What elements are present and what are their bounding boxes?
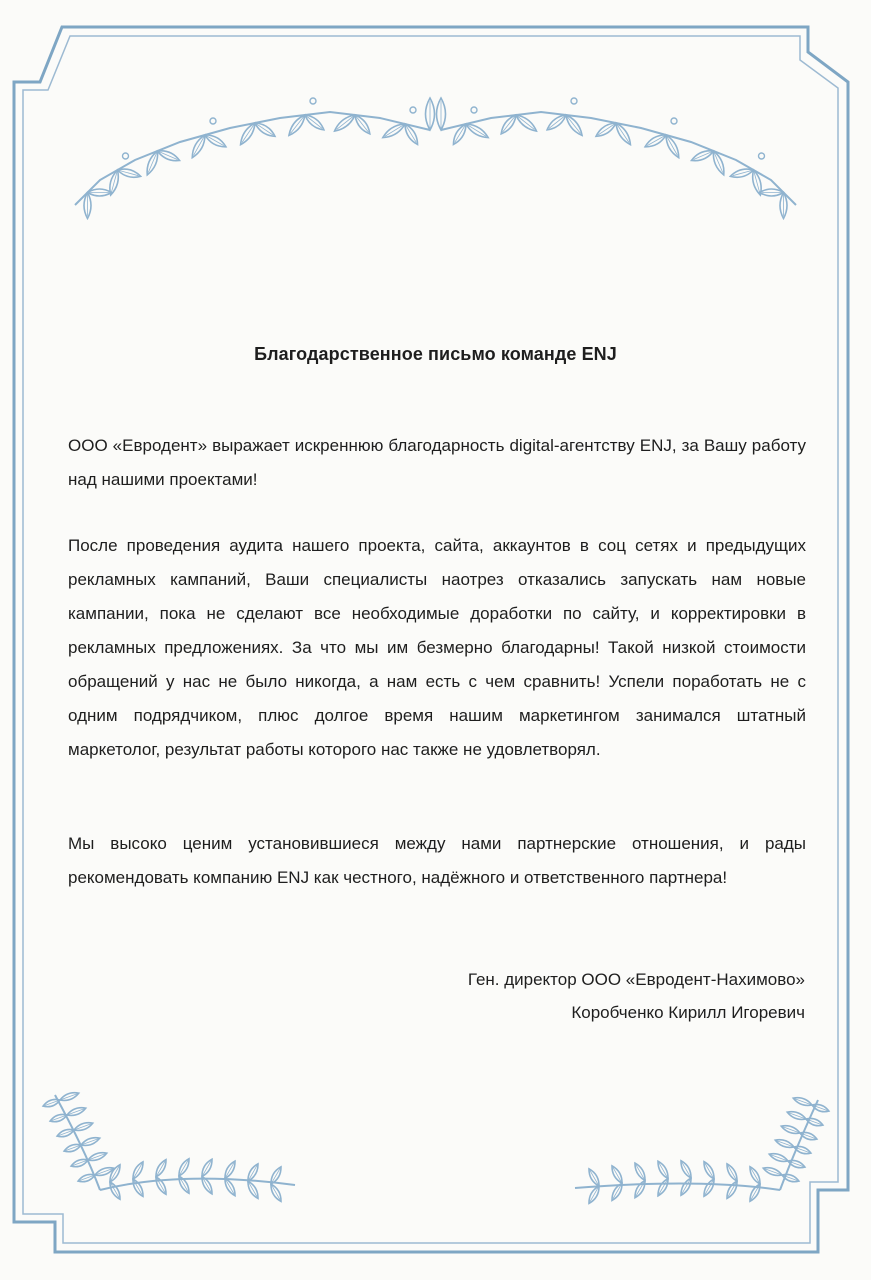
leaf-shape: [780, 193, 787, 219]
berry-shape: [471, 107, 477, 113]
leaf-shape: [153, 1175, 168, 1195]
leaf-shape: [77, 1172, 96, 1184]
signature-position: Ген. директор ООО «Евродент-Нахимово»: [467, 970, 805, 989]
leaf-shape: [332, 112, 357, 134]
leaf-shape: [632, 1179, 647, 1199]
berry-shape: [310, 98, 316, 104]
leaf-shape: [42, 1097, 61, 1109]
leaf-shape: [381, 121, 407, 141]
leaf-shape: [176, 1175, 191, 1195]
leaf-shape: [73, 1120, 94, 1132]
leaf-shape: [774, 1137, 795, 1149]
leaf-shape: [176, 1157, 191, 1177]
leaf-shape: [88, 189, 112, 196]
berry-shape: [123, 153, 129, 159]
leaf-shape: [84, 193, 91, 219]
leaf-shape: [117, 167, 142, 180]
leaf-shape: [303, 112, 326, 132]
leaf-shape: [643, 132, 667, 150]
leaf-shape: [729, 167, 754, 180]
leaf-shape: [811, 1102, 830, 1114]
bottom-left-laurel: [42, 1090, 295, 1203]
leaf-shape: [245, 1180, 260, 1200]
leaf-shape: [594, 120, 618, 139]
leaf-shape: [514, 112, 539, 134]
letter-title: Благодарственное письмо команде ENJ: [254, 344, 617, 364]
leaf-shape: [437, 98, 446, 130]
leaf-shape: [107, 1181, 122, 1201]
leaf-shape: [724, 1162, 739, 1182]
leaf-shape: [760, 189, 784, 196]
berry-shape: [410, 107, 416, 113]
leaf-shape: [203, 132, 227, 150]
branch-stem: [75, 112, 430, 205]
leaf-shape: [66, 1105, 87, 1117]
berry-shape: [571, 98, 577, 104]
leaf-shape: [678, 1159, 693, 1179]
leaf-shape: [156, 148, 181, 164]
berry-shape: [671, 118, 677, 124]
leaf-shape: [701, 1160, 716, 1180]
top-laurel-garland: [75, 98, 796, 219]
leaf-shape: [768, 1151, 789, 1163]
leaf-shape: [153, 1158, 168, 1178]
leaf-shape: [724, 1180, 739, 1200]
leaf-shape: [80, 1135, 101, 1147]
leaf-shape: [130, 1160, 145, 1180]
leaf-shape: [586, 1167, 601, 1187]
leaf-shape: [655, 1160, 670, 1180]
leaf-shape: [268, 1183, 283, 1203]
leaf-shape: [464, 121, 490, 141]
leaf-shape: [63, 1142, 82, 1154]
leaf-shape: [130, 1178, 145, 1198]
leaf-shape: [107, 1163, 122, 1183]
leaf-shape: [56, 1127, 75, 1139]
leaf-shape: [799, 1130, 818, 1142]
leaf-shape: [786, 1109, 807, 1121]
letter-paragraph-2: После проведения аудита нашего проекта, сайта, аккаунтов в соц сетях и предыдущих рекламных кампаний, Ваши специалисты наотрез отказались запускать нам новые кампании, пока не сделают все необходимые доработки по сайту, и корректировки в рекламных предложениях. За что мы им безмерно благодарны! Такой низкой стоимости обращений у нас не было никогда, а нам есть с чем сравнить! Успели поработать не с одним подрядчиком, плюс долгое время нашим маркетингом занимался штатный маркетолог, результат работы которого нас также не удовлетворял.: [68, 536, 806, 759]
leaf-shape: [632, 1162, 647, 1182]
leaf-shape: [792, 1095, 813, 1107]
leaf-shape: [222, 1160, 237, 1180]
leaf-shape: [609, 1164, 624, 1184]
leaf-shape: [545, 112, 568, 132]
letter-paragraph-1: ООО «Евродент» выражает искреннюю благодарность digital-агентству ENJ, за Вашу работу над нашими проектами!: [68, 436, 806, 489]
leaf-shape: [70, 1157, 89, 1169]
leaf-shape: [87, 1150, 108, 1162]
leaf-shape: [253, 120, 277, 139]
letter-paragraph-3: Мы высоко ценим установившиеся между нами партнерские отношения, и рады рекомендовать компанию ENJ как честного, надёжного и ответственного партнера!: [68, 834, 806, 887]
branch-stem: [441, 112, 796, 205]
leaf-shape: [805, 1116, 824, 1128]
leaf-shape: [690, 148, 715, 164]
leaf-shape: [426, 98, 435, 130]
leaf-shape: [678, 1177, 693, 1197]
leaf-shape: [747, 1165, 762, 1185]
leaf-shape: [787, 1158, 806, 1170]
leaf-shape: [199, 1158, 214, 1178]
leaf-shape: [59, 1090, 80, 1102]
leaf-shape: [655, 1177, 670, 1197]
berry-shape: [759, 153, 765, 159]
leaf-shape: [701, 1177, 716, 1197]
leaf-shape: [780, 1123, 801, 1135]
leaf-shape: [762, 1165, 783, 1177]
leaf-shape: [49, 1112, 68, 1124]
leaf-shape: [793, 1144, 812, 1156]
berry-shape: [210, 118, 216, 124]
bottom-right-laurel: [575, 1095, 830, 1205]
signature-name: Коробченко Кирилл Игоревич: [571, 1003, 805, 1022]
